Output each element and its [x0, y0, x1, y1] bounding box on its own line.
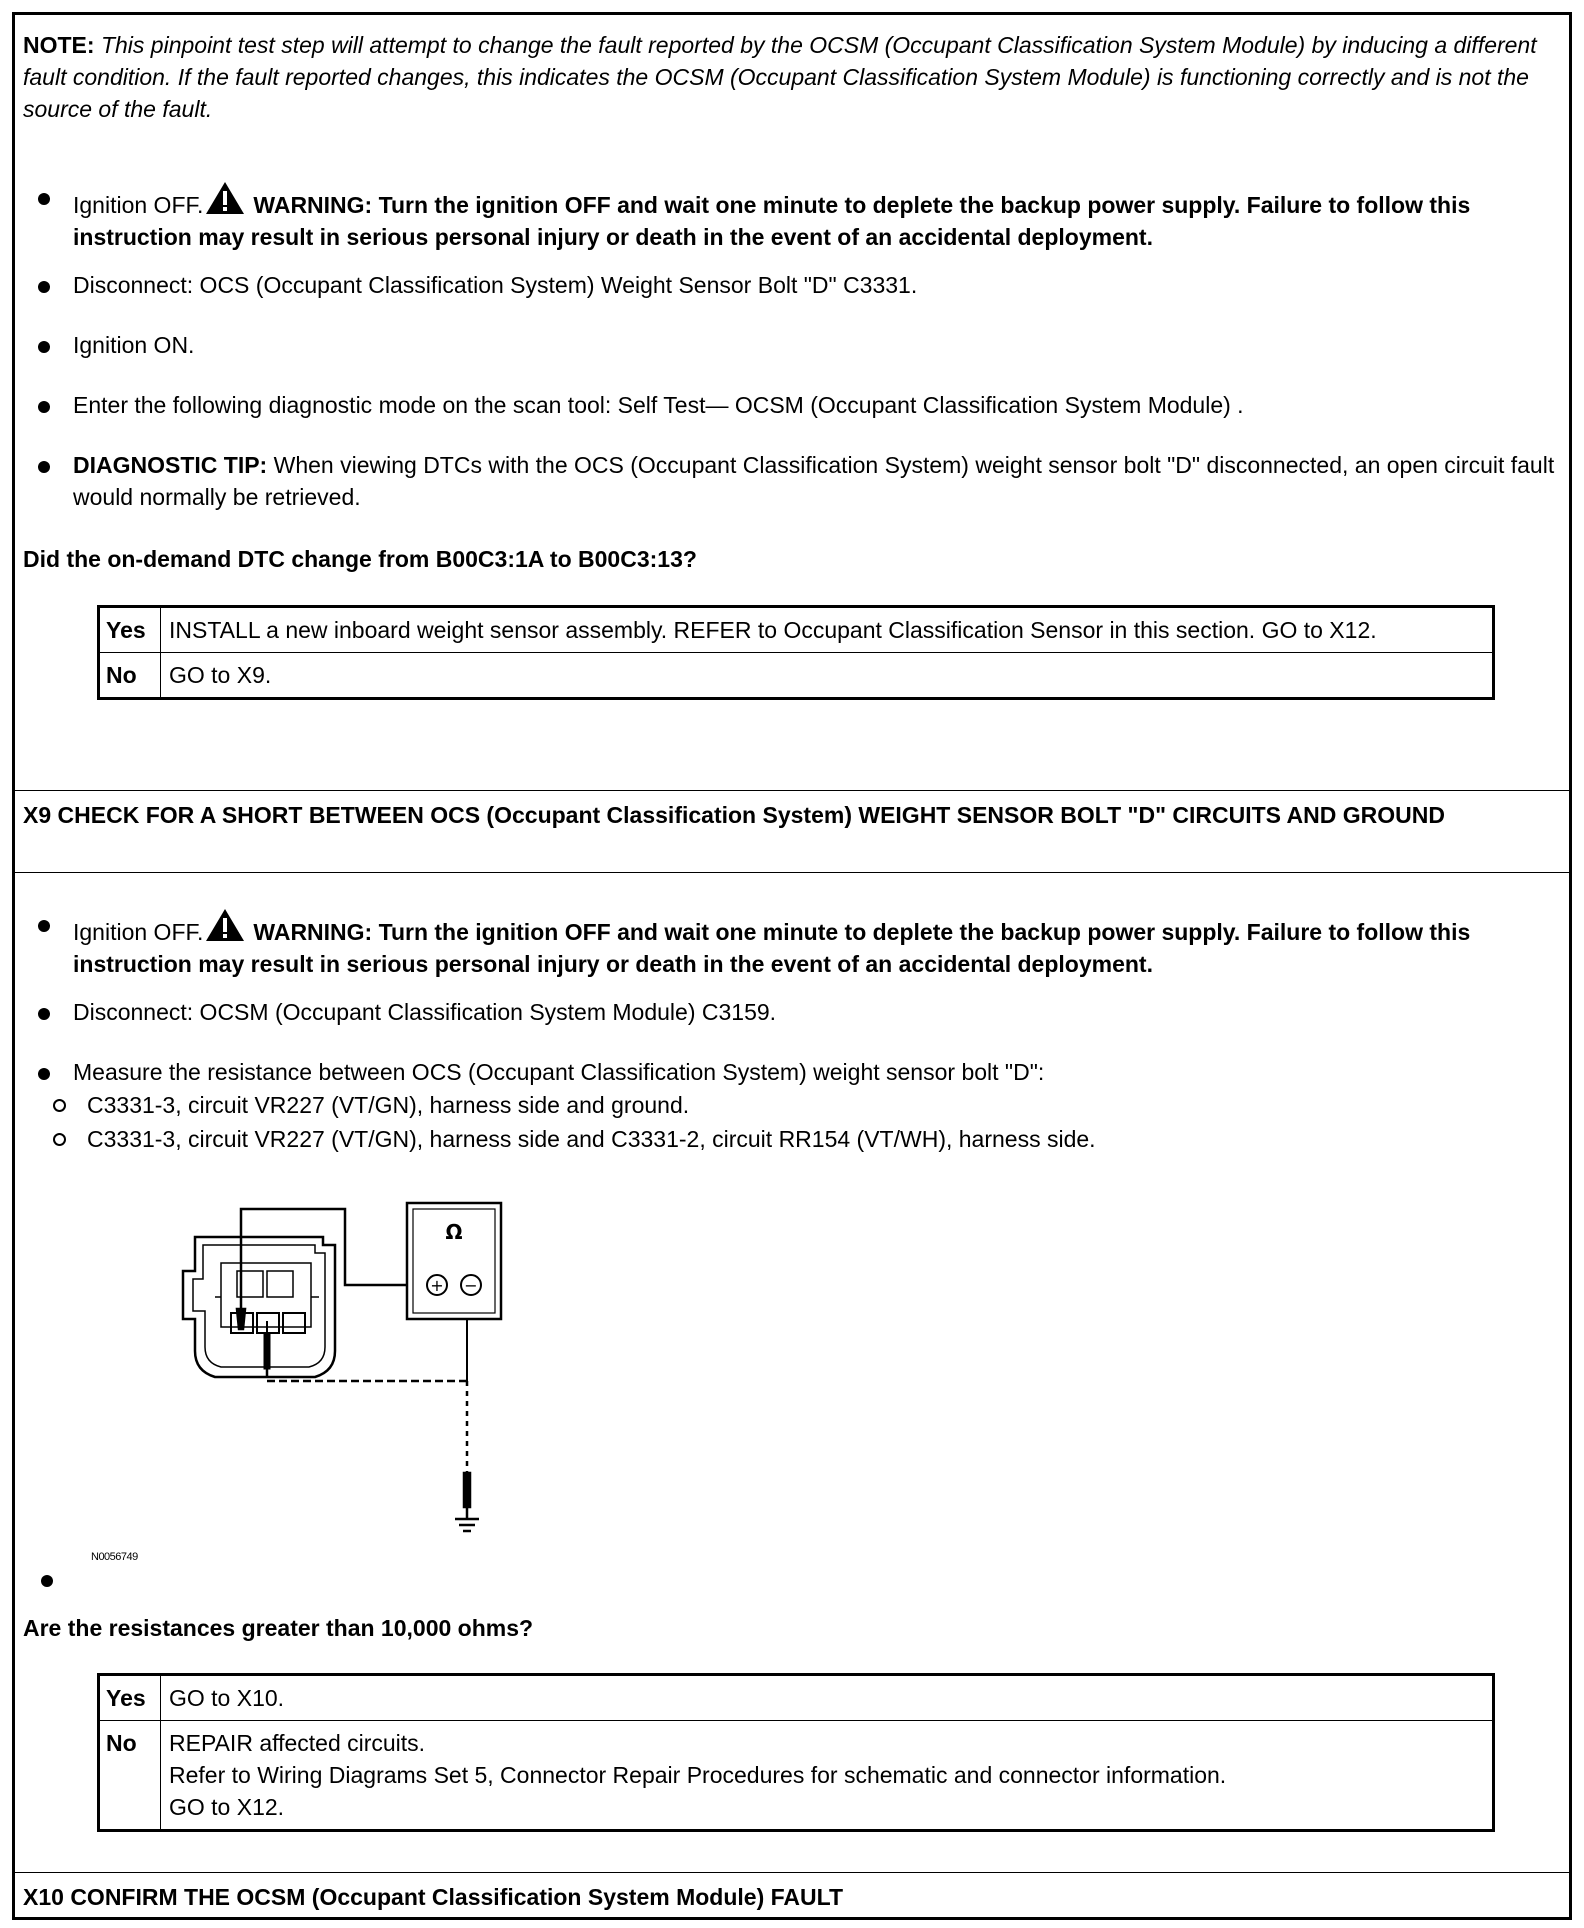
ground-icon — [455, 1519, 479, 1531]
bullet-disconnect — [35, 269, 1560, 301]
decision-table-dtc — [97, 605, 1495, 700]
sub-item-ground: C3331-3, circuit VR227 (VT/GN), harness side and ground. — [35, 1088, 1560, 1122]
bullet-measure — [35, 1056, 1560, 1156]
no-action: GO to X9. — [161, 653, 1494, 699]
section-divider — [15, 1872, 1569, 1873]
table-row-no — [99, 1721, 1494, 1831]
bullet-ignition-off — [35, 181, 1560, 253]
warning-triangle-icon — [205, 908, 245, 942]
second-probe — [264, 1321, 270, 1369]
x9-bullet-list — [35, 908, 1560, 1156]
step-bullet-list — [35, 181, 1560, 513]
table-row-yes — [99, 607, 1494, 653]
note-paragraph — [23, 29, 1553, 125]
bullet-ignition-off — [35, 908, 1560, 980]
yes-label: Yes — [99, 1675, 161, 1721]
ignition-off-text: Ignition OFF. — [73, 192, 204, 218]
bullet-disconnect — [35, 996, 1560, 1028]
bullet-ignition-on — [35, 329, 1560, 361]
x10-heading: X10 CONFIRM THE OCSM (Occupant Classification System Module) FAULT — [23, 1884, 844, 1910]
disconnect-text: Disconnect: OCSM (Occupant Classification System Module) C3159. — [73, 999, 777, 1025]
positive-test-lead — [237, 1209, 417, 1329]
yes-action: INSTALL a new inboard weight sensor assembly. REFER to Occupant Classification Sensor in this section. GO to X12. — [161, 607, 1494, 653]
no-label: No — [99, 1721, 161, 1831]
warning-text: WARNING: Turn the ignition OFF and wait one minute to deplete the backup power supply. Failure to follow this instruction may result in serious personal injury or death in the event of an accidental deployment. — [73, 919, 1471, 977]
bullet-enter-mode — [35, 389, 1560, 421]
procedure-frame — [12, 12, 1572, 1920]
measure-text: Measure the resistance between OCS (Occupant Classification System) weight sensor bolt "D": — [73, 1059, 1045, 1085]
warning-triangle-icon — [205, 181, 245, 215]
ohmmeter-icon — [407, 1203, 501, 1319]
measure-sub-list — [73, 1088, 1560, 1156]
note-text: This pinpoint test step will attempt to change the fault reported by the OCSM (Occupant Classification System Module) by inducing a different fault condition. If the fault reported changes, this indicates the OCSM (Occupant Classification System Module) is functioning correctly and is not the source of the fault. — [23, 32, 1537, 122]
ignition-on-text: Ignition ON. — [73, 332, 195, 358]
ohm-symbol: Ω — [445, 1220, 463, 1244]
diagnostic-tip-text: When viewing DTCs with the OCS (Occupant Classification System) weight sensor bolt "D" disconnected, an open circuit fault would normally be retrieved. — [73, 452, 1555, 510]
yes-label: Yes — [99, 607, 161, 653]
no-action — [161, 1721, 1494, 1831]
figure-id: N0056749 — [91, 1551, 138, 1563]
no-label: No — [99, 653, 161, 699]
sub-item-c3331-2: C3331-3, circuit VR227 (VT/GN), harness side and C3331-2, circuit RR154 (VT/WH), harness side. — [35, 1122, 1560, 1156]
note-label: NOTE: — [23, 32, 95, 58]
section-divider — [15, 872, 1569, 873]
disconnect-text: Disconnect: OCS (Occupant Classification System) Weight Sensor Bolt "D" C3331. — [73, 272, 918, 298]
decision-table-resistance — [97, 1673, 1495, 1832]
positive-terminal-label: + — [430, 1276, 444, 1295]
yes-action: GO to X10. — [161, 1675, 1494, 1721]
bullet-diagnostic-tip — [35, 449, 1560, 513]
ohmmeter-connector-diagram — [155, 1201, 635, 1581]
table-row-no — [99, 653, 1494, 699]
figure-bullet — [41, 1575, 53, 1587]
warning-text: WARNING: Turn the ignition OFF and wait one minute to deplete the backup power supply. Failure to follow this instruction may result in serious personal injury or death in the event of an accidental deployment. — [73, 192, 1471, 250]
negative-terminal-label: − — [464, 1276, 478, 1295]
diagnostic-tip-label: DIAGNOSTIC TIP: — [73, 452, 268, 478]
enter-mode-text: Enter the following diagnostic mode on the scan tool: Self Test— OCSM (Occupant Classification System Module) . — [73, 392, 1244, 418]
question-resistance: Are the resistances greater than 10,000 ohms? — [23, 1615, 534, 1641]
no-action-line-2: Refer to Wiring Diagrams Set 5, Connector Repair Procedures for schematic and connector information. — [169, 1762, 1227, 1788]
x9-heading: X9 CHECK FOR A SHORT BETWEEN OCS (Occupant Classification System) WEIGHT SENSOR BOLT "D" CIRCUITS AND GROUND — [23, 802, 1445, 828]
no-action-line-3: GO to X12. — [169, 1794, 285, 1820]
no-action-line-1: REPAIR affected circuits. — [169, 1730, 426, 1756]
question-dtc-change: Did the on-demand DTC change from B00C3:1A to B00C3:13? — [23, 546, 697, 572]
section-divider — [15, 790, 1569, 791]
connector-c3331 — [183, 1237, 335, 1377]
table-row-yes — [99, 1675, 1494, 1721]
ignition-off-text: Ignition OFF. — [73, 919, 204, 945]
